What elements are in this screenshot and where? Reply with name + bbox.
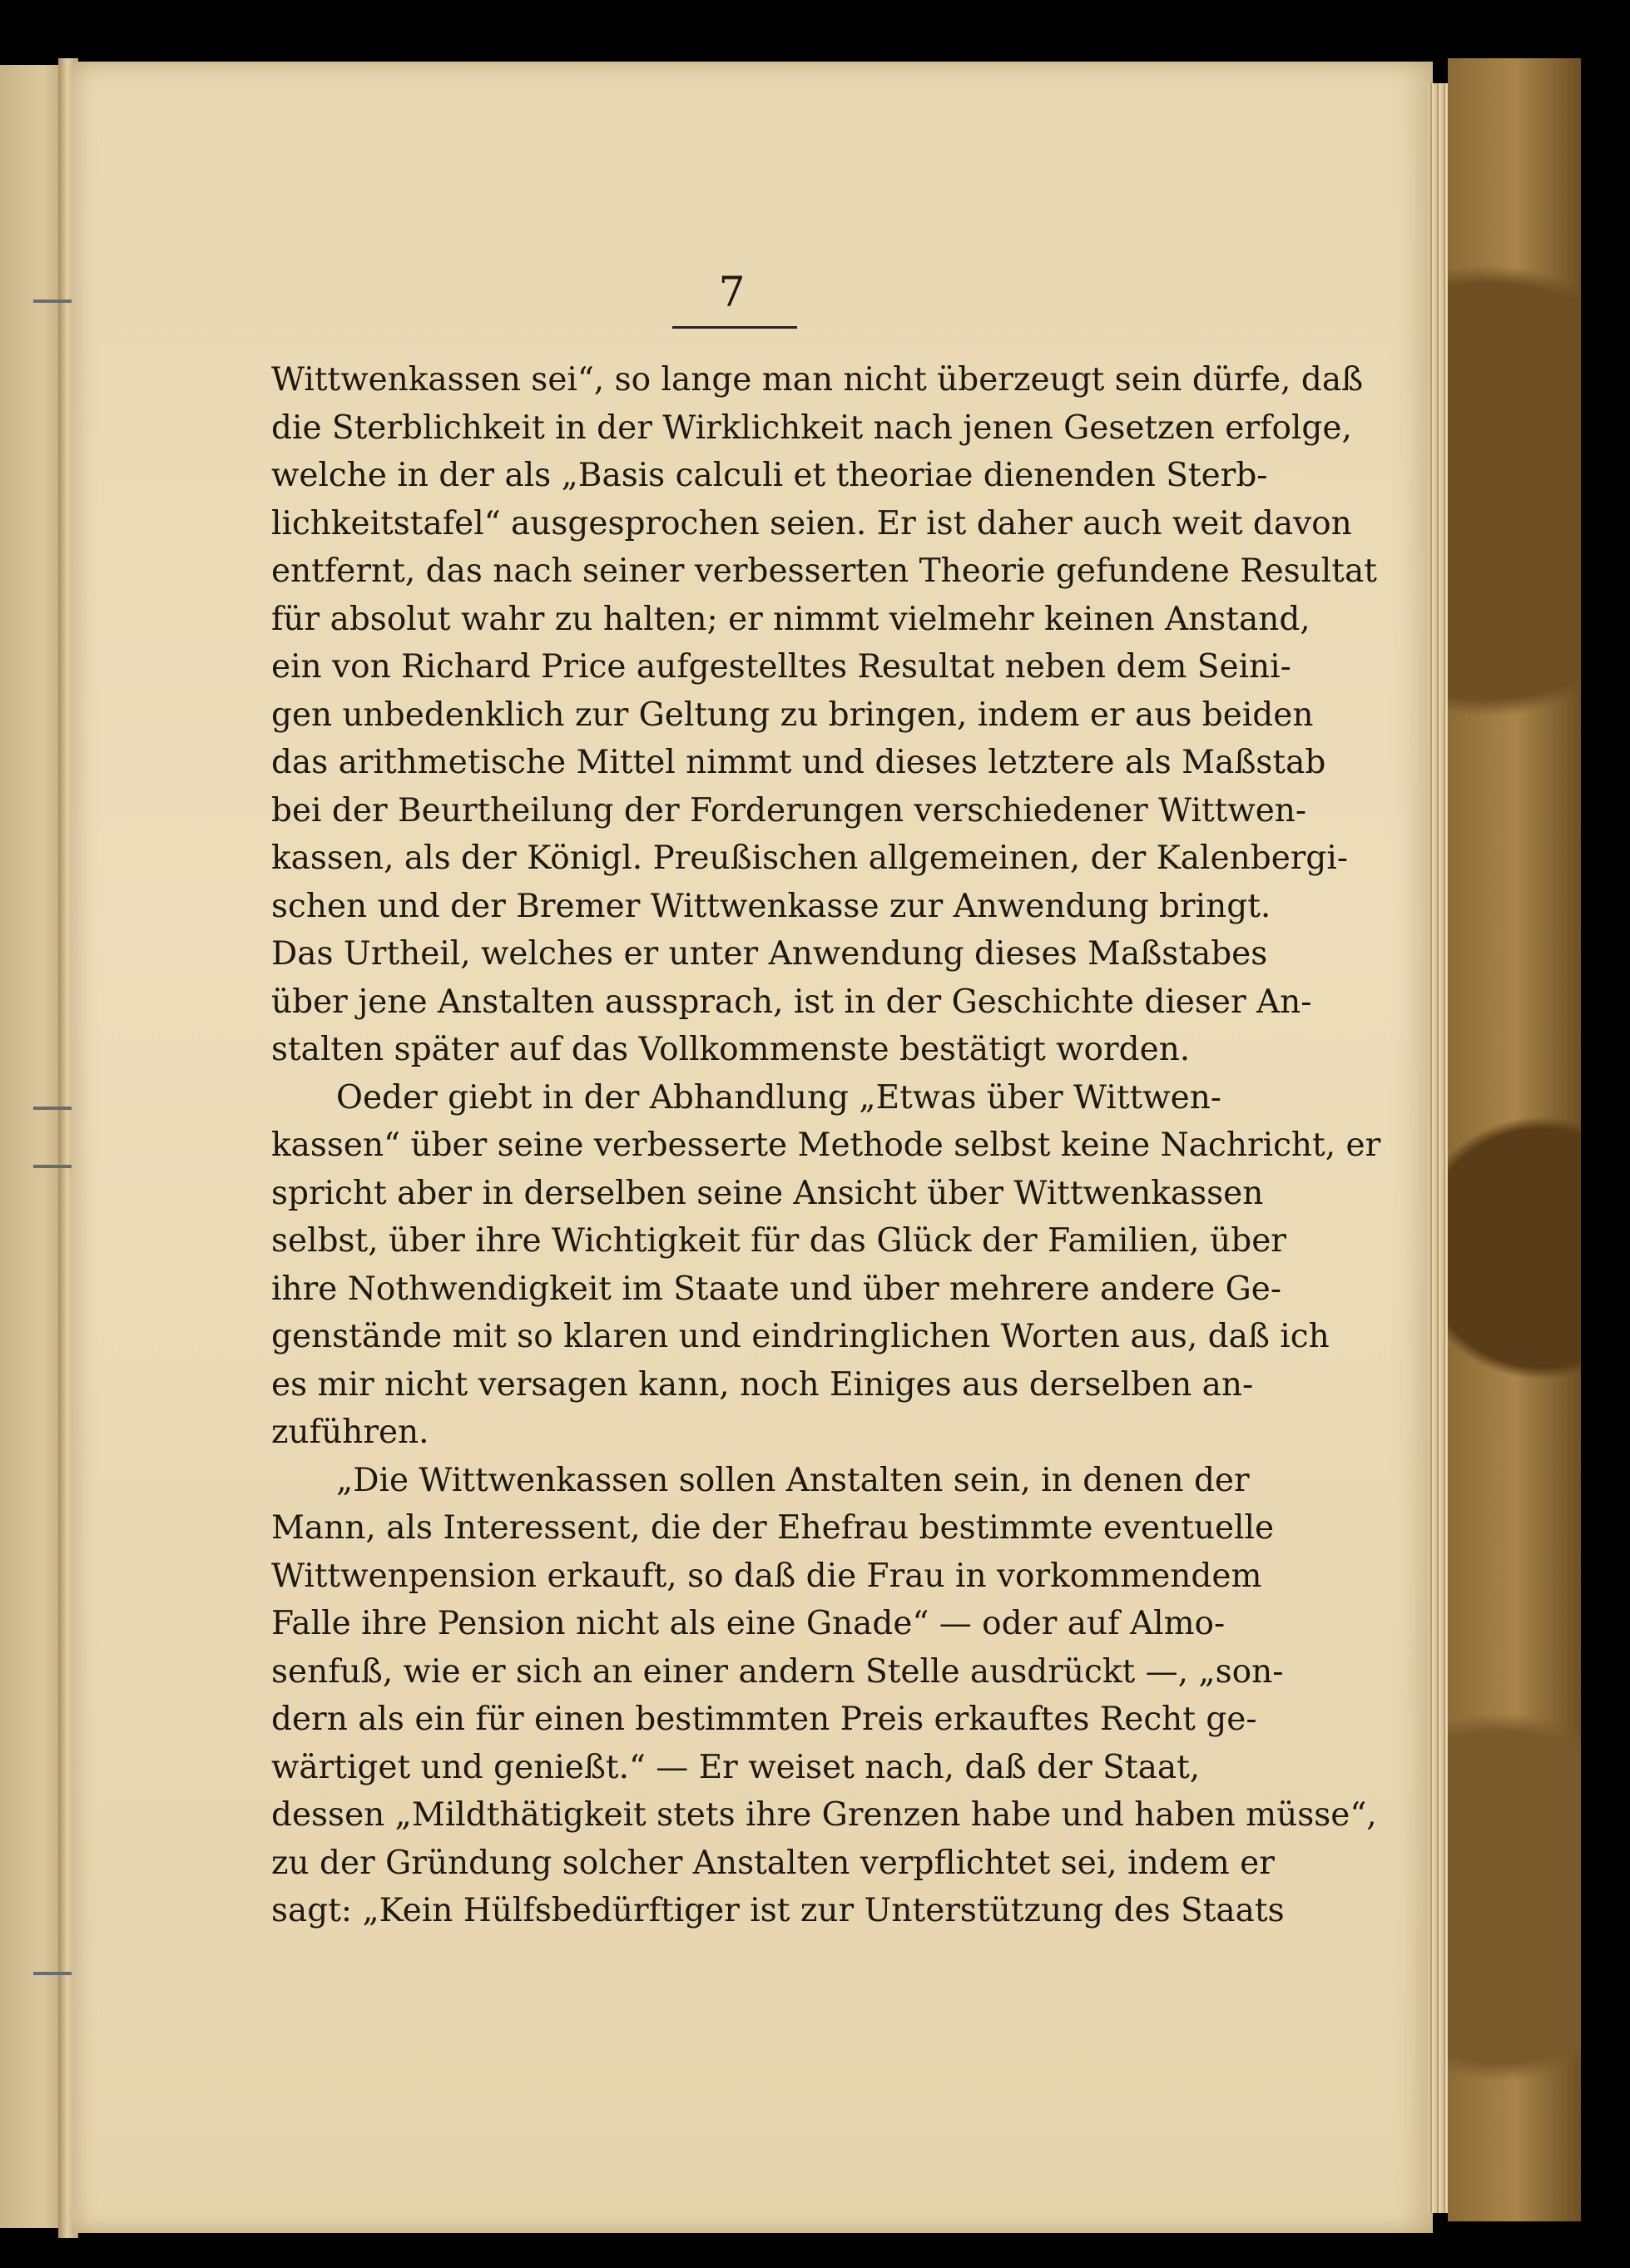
text-line: selbst, über ihre Wichtigkeit für das Glück der Familien, über xyxy=(271,1222,1286,1260)
text-line: entfernt, das nach seiner verbesserten Theorie gefundene Resultat xyxy=(271,552,1377,590)
text-line: über jene Anstalten aussprach, ist in der Geschichte dieser An- xyxy=(271,983,1312,1021)
text-line: ihre Nothwendigkeit im Staate und über mehrere andere Ge- xyxy=(271,1270,1282,1308)
body-text xyxy=(271,356,1381,1935)
text-line: kassen“ über seine verbesserte Methode selbst keine Nachricht, er xyxy=(271,1127,1381,1164)
text-line: wärtiget und genießt.“ — Er weiset nach, daß der Staat, xyxy=(271,1748,1201,1786)
text-line: bei der Beurtheilung der Forderungen verschiedener Wittwen- xyxy=(271,791,1307,829)
text-line: für absolut wahr zu halten; er nimmt vielmehr keinen Anstand, xyxy=(271,600,1310,638)
text-line: es mir nicht versagen kann, noch Einiges aus derselben an- xyxy=(271,1365,1254,1404)
text-line: Oeder giebt in der Abhandlung „Etwas über Wittwen- xyxy=(336,1078,1221,1117)
text-line: zu der Gründung solcher Anstalten verpflichtet sei, indem er xyxy=(271,1844,1275,1882)
text-line: Mann, als Interessent, die der Ehefrau bestimmte eventuelle xyxy=(271,1509,1275,1547)
text-line: lichkeitstafel“ ausgesprochen seien. Er ist daher auch weit davon xyxy=(271,504,1352,542)
text-line: ein von Richard Price aufgestelltes Resultat neben dem Seini- xyxy=(271,648,1291,686)
text-line: dessen „Mildthätigkeit stets ihre Grenzen habe und haben müsse“, xyxy=(271,1796,1377,1834)
text-line: welche in der als „Basis calculi et theoriae dienenden Sterb- xyxy=(271,457,1268,494)
binding-stitch xyxy=(33,1107,75,1110)
text-line: „Die Wittwenkassen sollen Anstalten sein, in denen der xyxy=(336,1461,1250,1499)
text-line: die Sterblichkeit in der Wirklichkeit nach jenen Gesetzen erfolge, xyxy=(271,409,1352,447)
text-line: Wittwenkassen sei“, so lange man nicht überzeugt sein dürfe, daß xyxy=(271,361,1364,399)
text-line: dern als ein für einen bestimmten Preis erkauftes Recht ge- xyxy=(271,1701,1257,1738)
text-line: zuführen. xyxy=(271,1414,429,1451)
text-line: spricht aber in derselben seine Ansicht über Wittwenkassen xyxy=(271,1174,1264,1212)
text-line: genstände mit so klaren und eindringlichen Worten aus, daß ich xyxy=(271,1318,1330,1355)
marbled-cover xyxy=(1448,58,1581,2221)
text-line: das arithmetische Mittel nimmt und dieses letztere als Maßstab xyxy=(271,744,1326,781)
page-number: 7 xyxy=(718,268,746,316)
text-line: Falle ihre Pension nicht als eine Gnade“ — oder auf Almo- xyxy=(271,1605,1226,1642)
text-line: stalten später auf das Vollkommenste bestätigt worden. xyxy=(271,1031,1191,1068)
text-line: schen und der Bremer Wittwenkasse zur Anwendung bringt. xyxy=(271,887,1271,925)
text-line: sagt: „Kein Hülfsbedürftiger ist zur Unterstützung des Staats xyxy=(271,1892,1285,1929)
header-rule xyxy=(672,326,797,329)
text-line: Das Urtheil, welches er unter Anwendung dieses Maßstabes xyxy=(271,935,1268,973)
binding-stitch xyxy=(33,1165,75,1168)
binding-stitch xyxy=(33,1972,75,1975)
text-line: kassen, als der Königl. Preußischen allgemeinen, der Kalenbergi- xyxy=(271,839,1349,877)
text-line: senfuß, wie er sich an einer andern Stelle ausdrückt —, „son- xyxy=(271,1652,1284,1691)
binding-stitch xyxy=(33,300,75,303)
text-line: gen unbedenklich zur Geltung zu bringen, indem er aus beiden xyxy=(271,696,1314,734)
text-line: Wittwenpension erkauft, so daß die Frau in vorkommendem xyxy=(271,1557,1262,1595)
